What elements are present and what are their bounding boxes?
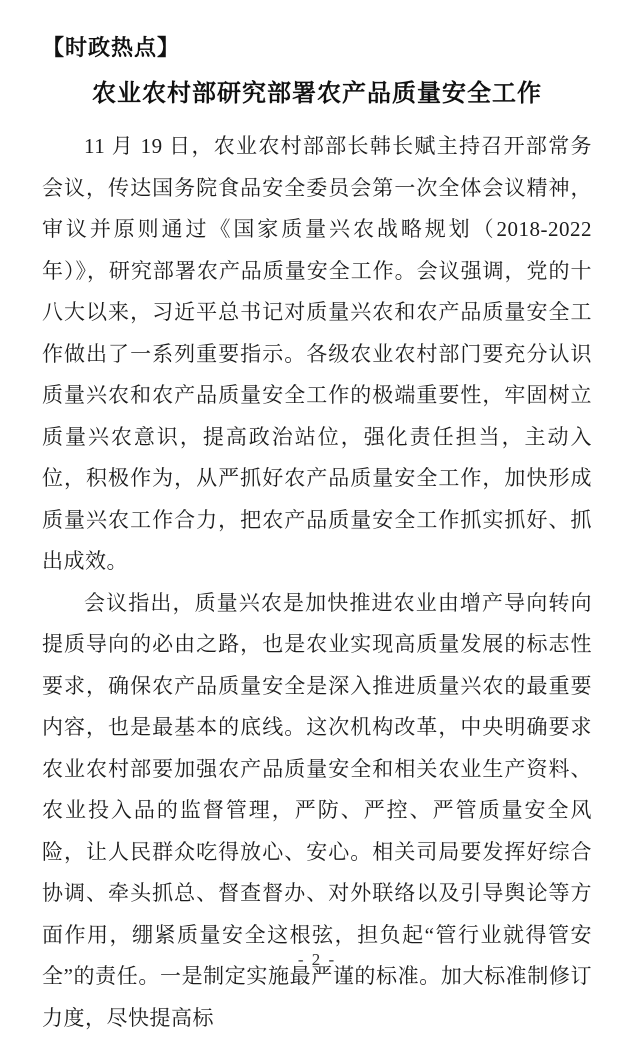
section-tag: 【时政热点】 xyxy=(42,35,181,60)
page-number: - 2 - xyxy=(297,950,337,969)
paragraph: 11 月 19 日，农业农村部部长韩长赋主持召开部常务会议，传达国务院食品安全委员会第一次全体会议精神，审议并原则通过《国家质量兴农战略规划（2018-2022 年）》，研究部署农产品质量安全工作。会议强调，党的十八大以来，习近平总书记对质量兴农和农产品质量安全工作做出了一系列重要指示。各级农业农村部门要充分认识质量兴农和农产品质量安全工作的极端重要性，牢固树立质量兴农意识，提高政治站位，强化责任担当，主动入位，积极作为，从严抓好农产品质量安全工作，加快形成质量兴农工作合力，把农产品质量安全工作抓实抓好、抓出成效。 xyxy=(42,134,592,574)
document-title: 农业农村部研究部署农产品质量安全工作 xyxy=(92,81,542,107)
document-body xyxy=(42,126,592,1039)
paragraph: 会议指出，质量兴农是加快推进农业由增产导向转向提质导向的必由之路，也是农业实现高质量发展的标志性要求，确保农产品质量安全是深入推进质量兴农的最重要内容，也是最基本的底线。这次机构改革，中央明确要求农业农村部要加强农产品质量安全和相关农业生产资料、农业投入品的监督管理，严防、严控、严管质量安全风险，让人民群众吃得放心、安心。相关司局要发挥好综合协调、牵头抓总、督查督办、对外联络以及引导舆论等方面作用，绷紧质量安全这根弦，担负起“管行业就得管安全”的责任。一是制定实施最严谨的标准。加大标准制修订力度，尽快提高标 xyxy=(42,590,592,1030)
